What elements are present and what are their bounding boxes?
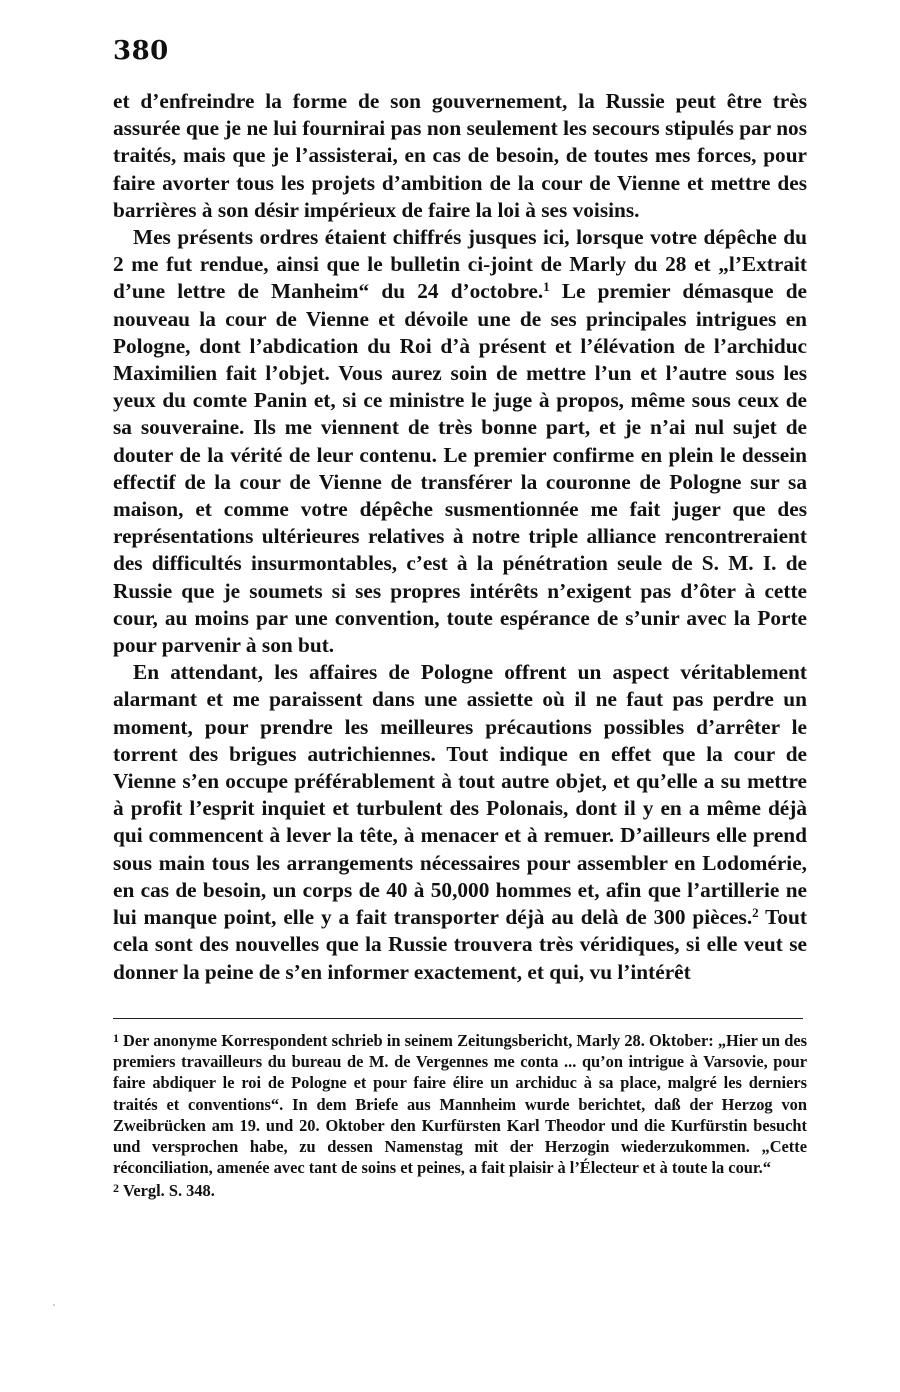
- footnote-text: Vergl. S. 348.: [123, 1181, 215, 1201]
- paragraph-text: Le premier démasque de nouveau la cour de Vienne et dévoile une de ses principales intrigues en Pologne, dont l’abdication du Roi d’à présent et l’élévation de l’archiduc Maximilien fait l’objet. Vous aurez soin de mettre l’un et l’autre sous les yeux du comte Panin et, si ce ministre le juge à propos, même sous ceux de sa souveraine. Ils me viennent de très bonne part, et je n’ai nul sujet de douter de la vérité de leur contenu. Le premier confirme en plein le dessein effectif de la cour de Vienne de transférer la couronne de Pologne sur sa maison, et comme votre dépêche susmentionnée me fait juger que des représentations ultérieures relatives à notre triple alliance rencontreraient des difficultés insurmontables, c’est à la pénétration seule de S. M. I. de Russie que je soumets si ses propres intérêts n’exigent pas d’ôter à cette cour, au moins par une convention, toute espérance de s’unir avec la Porte pour parvenir à son but.: [113, 279, 807, 658]
- paragraph: [113, 659, 807, 985]
- footnote: [113, 1028, 807, 1178]
- page-number: 380: [113, 36, 169, 66]
- paragraph-text: Mes présents ordres étaient chiffrés jusques ici, lorsque votre dépêche du 2 me fut rendue, ainsi que le bulletin ci-joint de Marly du 28 et „l’Extrait d’une lettre de Manheim“ du 24 d’octobre.: [113, 225, 807, 304]
- paragraph-text: En attendant, les affaires de Pologne offrent un aspect véritablement alarmant et me paraissent dans une assiette où il ne faut pas perdre un moment, pour prendre les meilleures précautions possibles d’arrêter le torrent des brigues autrichiennes. Tout indique en effet que la cour de Vienne s’en occupe préférablement à tout autre objet, et qu’elle a su mettre à profit l’esprit inquiet et turbulent des Polonais, dont il y en a même déjà qui commencent à lever la tête, à menacer et à remuer. D’ailleurs elle prend sous main tous les arrangements nécessaires pour assembler en Lodomérie, en cas de besoin, un corps de 40 à 50,000 hommes et, afin que l’artillerie ne lui manque point, elle y a fait transporter déjà au delà de 300 pièces.: [113, 660, 807, 930]
- footnote-divider: [113, 1018, 803, 1019]
- footnote-marker: 2: [113, 1181, 119, 1196]
- paragraph: [113, 224, 807, 659]
- footnote: [113, 1178, 807, 1201]
- paragraph-text: et d’enfreindre la forme de son gouvernement, la Russie peut être très assurée que je ne lui fournirai pas non seulement les secours stipulés par nos traités, mais que je l’assisterai, en cas de besoin, de toutes mes forces, pour faire avorter tous les projets d’ambition de la cour de Vienne et mettre des barrières à son désir impérieux de faire la loi à ses voisins.: [113, 89, 807, 222]
- footnote-text: Der anonyme Korrespondent schrieb in seinem Zeitungsbericht, Marly 28. Oktober: „Hier un des premiers travailleurs du bureau de M. de Vergennes me conta ... qu’on intrigue à Varsovie, pour faire abdiquer le roi de Pologne et pour faire élire un archiduc à sa place, malgré les derniers traités et conventions“. In dem Briefe aus Mannheim wurde berichtet, daß der Herzog von Zweibrücken am 19. und 20. Oktober den Kurfürsten Karl Theodor und die Kurfürstin besucht und versprochen habe, zu dessen Namenstag mit der Herzogin wiederzukommen. „Cette réconciliation, amenée avec tant de soins et peines, a fait plaisir à l’Électeur et à toute la cour.“: [113, 1031, 807, 1178]
- footnote-reference: 1: [543, 279, 550, 295]
- footnotes: [113, 1028, 807, 1202]
- footnote-marker: 1: [113, 1031, 119, 1045]
- main-text: [113, 88, 807, 986]
- paragraph-text: Tout cela sont des nouvelles que la Russie trouvera très véridiques, si elle veut se donner la peine de s’en informer exactement, et qui, vu l’intérêt: [113, 905, 807, 984]
- scan-speck: [53, 1304, 55, 1306]
- paragraph: [113, 88, 807, 224]
- footnote-reference: 2: [752, 905, 759, 921]
